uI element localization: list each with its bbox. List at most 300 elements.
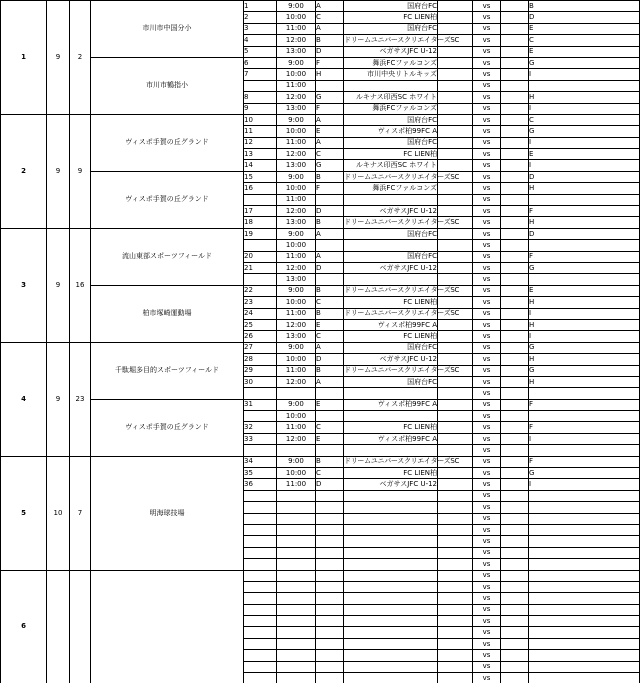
team-a-group: A	[316, 1, 344, 12]
match-row	[1, 570, 640, 581]
schedule-body	[1, 1, 640, 683]
team-a-group: E	[316, 433, 344, 444]
vs-label: vs	[473, 661, 501, 672]
venue-name: 明海球技場	[91, 456, 244, 570]
spacer-cell	[501, 149, 529, 160]
match-number	[244, 194, 277, 205]
spacer-cell	[438, 570, 473, 581]
match-number: 8	[244, 92, 277, 103]
match-number	[244, 445, 277, 456]
match-number: 1	[244, 1, 277, 12]
spacer-cell	[438, 354, 473, 365]
match-number: 22	[244, 285, 277, 296]
vs-label: vs	[473, 206, 501, 217]
team-a-name	[344, 524, 438, 535]
team-a-name	[344, 194, 438, 205]
spacer-cell	[501, 240, 529, 251]
spacer-cell	[501, 69, 529, 80]
team-b-group	[529, 638, 640, 649]
team-b-group: H	[529, 92, 640, 103]
match-number	[244, 411, 277, 422]
team-a-name: ヴィスポ柏99FC A	[344, 399, 438, 410]
match-month	[47, 570, 70, 683]
spacer-cell	[438, 376, 473, 387]
spacer-cell	[501, 411, 529, 422]
team-b-group: C	[529, 114, 640, 125]
team-b-group: I	[529, 308, 640, 319]
spacer-cell	[438, 411, 473, 422]
team-b-group: D	[529, 171, 640, 182]
kickoff-time: 10:00	[277, 468, 316, 479]
spacer-cell	[438, 342, 473, 353]
team-a-name: FC LIEN柏	[344, 468, 438, 479]
spacer-cell	[438, 251, 473, 262]
vs-label: vs	[473, 411, 501, 422]
match-number: 25	[244, 319, 277, 330]
team-a-group: B	[316, 456, 344, 467]
team-a-name: 国府台FC	[344, 228, 438, 239]
match-row	[1, 114, 640, 125]
spacer-cell	[438, 80, 473, 91]
team-a-group: B	[316, 217, 344, 228]
kickoff-time: 13:00	[277, 274, 316, 285]
kickoff-time: 12:00	[277, 319, 316, 330]
vs-label: vs	[473, 92, 501, 103]
kickoff-time	[277, 502, 316, 513]
team-a-group	[316, 524, 344, 535]
vs-label: vs	[473, 217, 501, 228]
team-b-group: I	[529, 331, 640, 342]
kickoff-time	[277, 627, 316, 638]
spacer-cell	[438, 524, 473, 535]
vs-label: vs	[473, 342, 501, 353]
match-number: 30	[244, 376, 277, 387]
vs-label: vs	[473, 604, 501, 615]
vs-label: vs	[473, 114, 501, 125]
spacer-cell	[501, 388, 529, 399]
vs-label: vs	[473, 616, 501, 627]
match-number	[244, 274, 277, 285]
team-a-group: F	[316, 57, 344, 68]
team-a-group	[316, 274, 344, 285]
team-a-name	[344, 616, 438, 627]
vs-label: vs	[473, 183, 501, 194]
kickoff-time	[277, 524, 316, 535]
match-number	[244, 650, 277, 661]
match-number: 19	[244, 228, 277, 239]
vs-label: vs	[473, 35, 501, 46]
spacer-cell	[501, 331, 529, 342]
team-a-group	[316, 194, 344, 205]
team-b-group: I	[529, 103, 640, 114]
team-a-group	[316, 570, 344, 581]
team-a-group	[316, 661, 344, 672]
spacer-cell	[501, 251, 529, 262]
match-number: 28	[244, 354, 277, 365]
match-number: 35	[244, 468, 277, 479]
spacer-cell	[438, 433, 473, 444]
team-a-name	[344, 604, 438, 615]
vs-label: vs	[473, 650, 501, 661]
spacer-cell	[501, 308, 529, 319]
spacer-cell	[438, 69, 473, 80]
vs-label: vs	[473, 331, 501, 342]
team-a-name	[344, 661, 438, 672]
kickoff-time	[277, 570, 316, 581]
team-a-name: ベガサスJFC U-12	[344, 262, 438, 273]
team-a-group	[316, 547, 344, 558]
team-b-group	[529, 194, 640, 205]
team-a-name	[344, 274, 438, 285]
team-a-group	[316, 502, 344, 513]
kickoff-time: 10:00	[277, 354, 316, 365]
spacer-cell	[438, 240, 473, 251]
spacer-cell	[501, 274, 529, 285]
kickoff-time: 10:00	[277, 69, 316, 80]
match-number	[244, 536, 277, 547]
vs-label: vs	[473, 490, 501, 501]
team-a-group	[316, 240, 344, 251]
team-b-group: G	[529, 365, 640, 376]
match-number	[244, 524, 277, 535]
kickoff-time: 12:00	[277, 206, 316, 217]
vs-label: vs	[473, 12, 501, 23]
vs-label: vs	[473, 354, 501, 365]
match-row	[1, 1, 640, 12]
vs-label: vs	[473, 137, 501, 148]
kickoff-time	[277, 593, 316, 604]
spacer-cell	[438, 331, 473, 342]
vs-label: vs	[473, 262, 501, 273]
kickoff-time: 12:00	[277, 262, 316, 273]
spacer-cell	[501, 354, 529, 365]
team-a-group	[316, 650, 344, 661]
kickoff-time: 11:00	[277, 194, 316, 205]
match-day: 23	[70, 342, 91, 456]
spacer-cell	[501, 593, 529, 604]
team-b-group	[529, 80, 640, 91]
spacer-cell	[501, 650, 529, 661]
vs-label: vs	[473, 274, 501, 285]
spacer-cell	[438, 650, 473, 661]
spacer-cell	[438, 103, 473, 114]
kickoff-time: 9:00	[277, 285, 316, 296]
match-row	[1, 399, 640, 410]
spacer-cell	[501, 456, 529, 467]
team-a-name: FC LIEN柏	[344, 12, 438, 23]
kickoff-time: 10:00	[277, 12, 316, 23]
team-b-group	[529, 593, 640, 604]
team-a-group: C	[316, 422, 344, 433]
match-number: 6	[244, 57, 277, 68]
match-day: 9	[70, 114, 91, 228]
match-number: 15	[244, 171, 277, 182]
vs-label: vs	[473, 513, 501, 524]
spacer-cell	[438, 206, 473, 217]
spacer-cell	[501, 547, 529, 558]
spacer-cell	[438, 1, 473, 12]
vs-label: vs	[473, 627, 501, 638]
team-a-name: ヴィスポ柏99FC A	[344, 433, 438, 444]
team-a-name: 舞浜FCファルコンズ	[344, 183, 438, 194]
spacer-cell	[501, 114, 529, 125]
team-a-group	[316, 627, 344, 638]
team-a-name	[344, 388, 438, 399]
team-a-name: ヴィスポ柏99FC A	[344, 126, 438, 137]
team-a-name: ベガサスJFC U-12	[344, 46, 438, 57]
team-a-name	[344, 536, 438, 547]
round-number: 2	[1, 114, 47, 228]
team-b-group	[529, 627, 640, 638]
spacer-cell	[438, 262, 473, 273]
team-a-group	[316, 80, 344, 91]
kickoff-time	[277, 536, 316, 547]
kickoff-time: 10:00	[277, 411, 316, 422]
team-a-group: A	[316, 114, 344, 125]
kickoff-time: 12:00	[277, 376, 316, 387]
kickoff-time: 9:00	[277, 114, 316, 125]
spacer-cell	[501, 126, 529, 137]
spacer-cell	[501, 80, 529, 91]
team-a-group: D	[316, 479, 344, 490]
spacer-cell	[438, 468, 473, 479]
match-number	[244, 502, 277, 513]
match-number	[244, 547, 277, 558]
spacer-cell	[501, 23, 529, 34]
spacer-cell	[438, 23, 473, 34]
team-b-group: H	[529, 319, 640, 330]
team-b-group	[529, 524, 640, 535]
match-number: 17	[244, 206, 277, 217]
team-b-group	[529, 650, 640, 661]
team-a-group: B	[316, 365, 344, 376]
team-a-name: ヴィスポ柏99FC A	[344, 319, 438, 330]
vs-label: vs	[473, 365, 501, 376]
venue-name: ヴィスポ手賀の丘グランド	[91, 171, 244, 228]
spacer-cell	[438, 513, 473, 524]
venue-name: 市川市中国分小	[91, 1, 244, 58]
match-day: 7	[70, 456, 91, 570]
team-a-name	[344, 627, 438, 638]
kickoff-time: 10:00	[277, 240, 316, 251]
team-a-name: ドリームユニバースクリエイターズSC	[344, 308, 438, 319]
kickoff-time: 11:00	[277, 80, 316, 91]
kickoff-time: 12:00	[277, 433, 316, 444]
match-number: 33	[244, 433, 277, 444]
team-a-group: E	[316, 319, 344, 330]
match-number	[244, 673, 277, 683]
spacer-cell	[438, 479, 473, 490]
team-b-group: F	[529, 456, 640, 467]
vs-label: vs	[473, 422, 501, 433]
spacer-cell	[438, 399, 473, 410]
spacer-cell	[501, 228, 529, 239]
team-a-name	[344, 559, 438, 570]
spacer-cell	[501, 604, 529, 615]
team-a-group: E	[316, 399, 344, 410]
match-number: 10	[244, 114, 277, 125]
match-number: 3	[244, 23, 277, 34]
vs-label: vs	[473, 638, 501, 649]
kickoff-time	[277, 604, 316, 615]
spacer-cell	[438, 114, 473, 125]
team-b-group	[529, 411, 640, 422]
team-a-group	[316, 388, 344, 399]
venue-cell	[91, 570, 244, 683]
team-b-group	[529, 274, 640, 285]
team-a-name	[344, 411, 438, 422]
team-a-group: E	[316, 126, 344, 137]
spacer-cell	[501, 319, 529, 330]
match-number: 20	[244, 251, 277, 262]
round-number: 4	[1, 342, 47, 456]
vs-label: vs	[473, 673, 501, 683]
team-a-name: ベガサスJFC U-12	[344, 354, 438, 365]
spacer-cell	[501, 46, 529, 57]
spacer-cell	[438, 194, 473, 205]
spacer-cell	[501, 673, 529, 683]
vs-label: vs	[473, 559, 501, 570]
spacer-cell	[438, 502, 473, 513]
team-a-group: C	[316, 331, 344, 342]
spacer-cell	[501, 468, 529, 479]
team-b-group: E	[529, 285, 640, 296]
vs-label: vs	[473, 445, 501, 456]
spacer-cell	[438, 638, 473, 649]
spacer-cell	[501, 570, 529, 581]
team-b-group	[529, 604, 640, 615]
spacer-cell	[438, 604, 473, 615]
team-a-name	[344, 673, 438, 683]
team-a-group: B	[316, 35, 344, 46]
team-a-group	[316, 445, 344, 456]
match-number	[244, 388, 277, 399]
match-number	[244, 80, 277, 91]
spacer-cell	[501, 445, 529, 456]
match-number	[244, 661, 277, 672]
vs-label: vs	[473, 1, 501, 12]
spacer-cell	[438, 422, 473, 433]
spacer-cell	[501, 12, 529, 23]
team-a-group: D	[316, 206, 344, 217]
team-b-group	[529, 445, 640, 456]
team-b-group: I	[529, 69, 640, 80]
team-a-name: 国府台FC	[344, 342, 438, 353]
team-a-group: B	[316, 285, 344, 296]
kickoff-time: 13:00	[277, 103, 316, 114]
team-a-name: 舞浜FCファルコンズ	[344, 103, 438, 114]
match-number	[244, 240, 277, 251]
spacer-cell	[438, 228, 473, 239]
kickoff-time: 10:00	[277, 126, 316, 137]
vs-label: vs	[473, 547, 501, 558]
spacer-cell	[438, 12, 473, 23]
team-b-group: G	[529, 262, 640, 273]
spacer-cell	[501, 297, 529, 308]
spacer-cell	[501, 137, 529, 148]
team-a-group: D	[316, 262, 344, 273]
team-b-group: F	[529, 251, 640, 262]
team-a-name	[344, 638, 438, 649]
kickoff-time	[277, 490, 316, 501]
vs-label: vs	[473, 570, 501, 581]
team-a-name	[344, 547, 438, 558]
team-b-group: H	[529, 297, 640, 308]
team-a-group: A	[316, 342, 344, 353]
spacer-cell	[501, 524, 529, 535]
spacer-cell	[501, 638, 529, 649]
spacer-cell	[501, 217, 529, 228]
team-a-name: ルキナス印西SC ホワイト	[344, 92, 438, 103]
match-row	[1, 342, 640, 353]
team-b-group: I	[529, 137, 640, 148]
match-number: 32	[244, 422, 277, 433]
venue-name: 流山東部スポーツフィールド	[91, 228, 244, 285]
vs-label: vs	[473, 46, 501, 57]
kickoff-time	[277, 616, 316, 627]
spacer-cell	[438, 616, 473, 627]
spacer-cell	[501, 559, 529, 570]
team-a-name: FC LIEN柏	[344, 297, 438, 308]
team-a-name: ドリームユニバースクリエイターズSC	[344, 285, 438, 296]
team-b-group	[529, 502, 640, 513]
team-b-group: F	[529, 206, 640, 217]
kickoff-time: 11:00	[277, 422, 316, 433]
kickoff-time: 11:00	[277, 137, 316, 148]
kickoff-time	[277, 581, 316, 592]
spacer-cell	[438, 627, 473, 638]
spacer-cell	[438, 57, 473, 68]
vs-label: vs	[473, 502, 501, 513]
kickoff-time: 9:00	[277, 399, 316, 410]
spacer-cell	[501, 536, 529, 547]
spacer-cell	[438, 388, 473, 399]
team-a-group: C	[316, 297, 344, 308]
match-number: 18	[244, 217, 277, 228]
spacer-cell	[501, 513, 529, 524]
team-a-group	[316, 536, 344, 547]
team-a-group: B	[316, 308, 344, 319]
team-a-name	[344, 593, 438, 604]
team-a-group	[316, 513, 344, 524]
kickoff-time: 9:00	[277, 228, 316, 239]
vs-label: vs	[473, 69, 501, 80]
team-a-group: A	[316, 251, 344, 262]
spacer-cell	[501, 35, 529, 46]
match-number	[244, 581, 277, 592]
team-b-group: I	[529, 479, 640, 490]
spacer-cell	[438, 673, 473, 683]
team-a-group: G	[316, 92, 344, 103]
team-b-group: D	[529, 12, 640, 23]
team-a-name	[344, 650, 438, 661]
spacer-cell	[501, 57, 529, 68]
team-b-group: F	[529, 422, 640, 433]
match-number: 16	[244, 183, 277, 194]
spacer-cell	[501, 194, 529, 205]
team-b-group	[529, 547, 640, 558]
spacer-cell	[438, 445, 473, 456]
spacer-cell	[501, 342, 529, 353]
venue-name: ヴィスポ手賀の丘グランド	[91, 114, 244, 171]
venue-name: 千駄堀多目的スポーツフィールド	[91, 342, 244, 399]
kickoff-time: 12:00	[277, 149, 316, 160]
team-a-group	[316, 604, 344, 615]
spacer-cell	[501, 1, 529, 12]
kickoff-time: 11:00	[277, 23, 316, 34]
team-a-group: A	[316, 376, 344, 387]
kickoff-time	[277, 445, 316, 456]
